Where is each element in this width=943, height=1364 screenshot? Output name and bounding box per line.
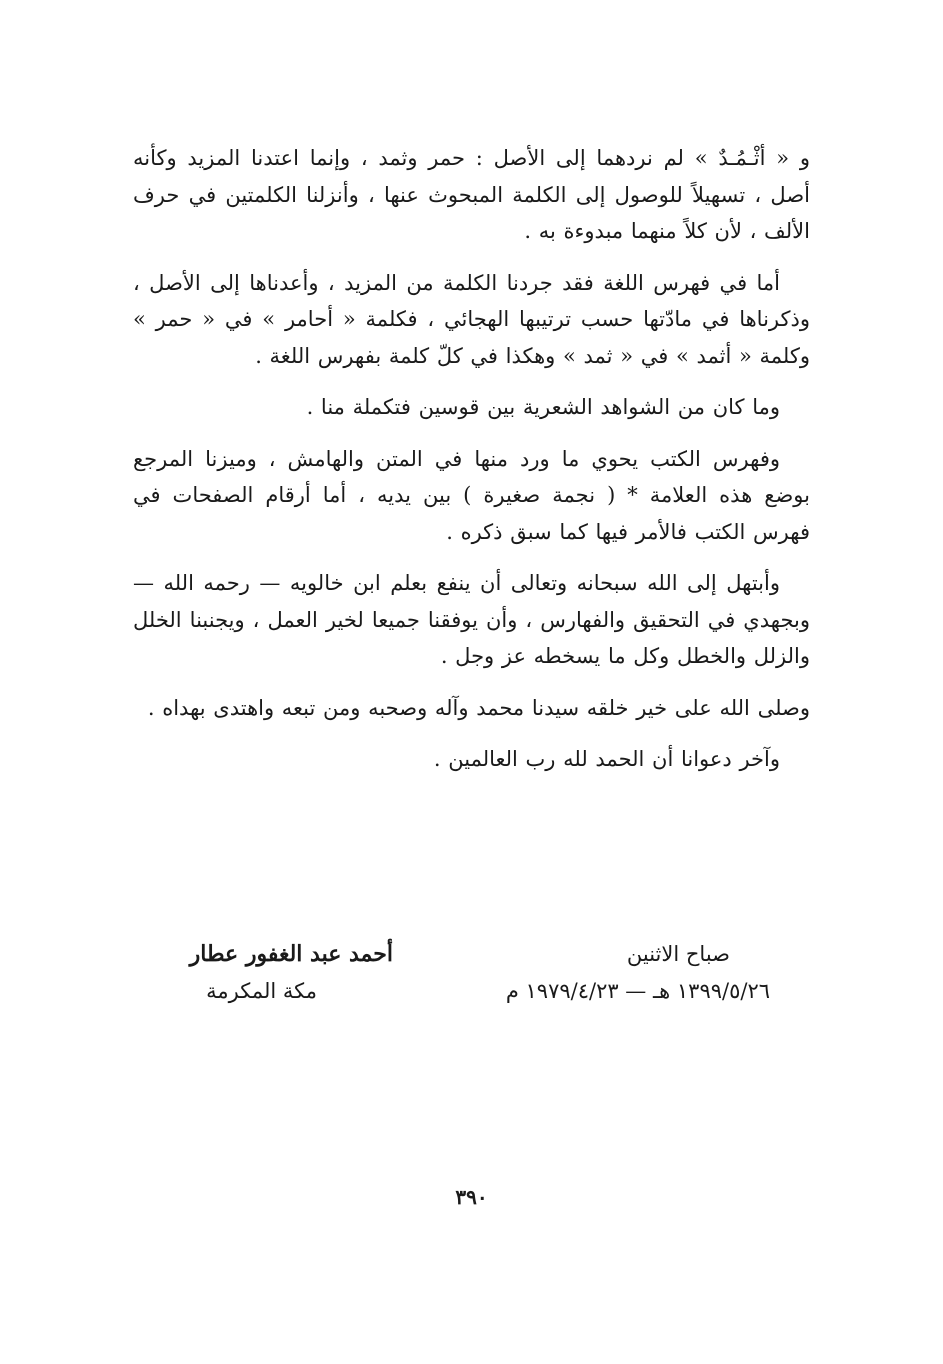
- paragraph: وما كان من الشواهد الشعرية بين قوسين فتكملة منا .: [306, 395, 780, 419]
- signature-day: صباح الاثنين: [626, 942, 730, 966]
- paragraph: أما في فهرس اللغة فقد جردنا الكلمة من المزيد ، وأعدناها إلى الأصل ، وذكرناها في مادّتها حسب ترتيبها الهجائي ، فكلمة « أحامر » في « حمر » وكلمة « أثمد » في « ثمد » وهكذا في كلّ كلمة بفهرس اللغة .: [133, 270, 810, 368]
- date-block: [410, 935, 770, 1009]
- paragraph: وصلى الله على خير خلقه سيدنا محمد وآله وصحبه ومن تبعه واهتدى بهداه .: [147, 695, 810, 720]
- paragraph: وأبتهل إلى الله سبحانه وتعالى أن ينفع بعلم ابن خالويه — رحمه الله — وبجهدي في التحقيق والفهارس ، وأن يوفقنا جميعا لخير العمل ، ويجنبنا الخلل والزلل والخطل وكل ما يسخطه عز وجل .: [133, 571, 810, 668]
- page-number: ٣٩٠: [455, 1185, 488, 1209]
- paragraph: و « أثْـمُـدٌ » لم نردهما إلى الأصل : حمر وثمد ، وإنما اعتدنا المزيد وكأنه أصل ، تسهيلاً للوصول إلى الكلمة المبحوث عنها ، وأنزلنا الكلمتين في حرف الألف ، لأن كلاً منهما مبدوءة به .: [133, 146, 810, 243]
- author-block: [133, 935, 393, 1009]
- body-text: [133, 140, 810, 793]
- paragraph: وآخر دعوانا أن الحمد لله رب العالمين .: [433, 747, 780, 771]
- author-place: مكة المكرمة: [206, 979, 317, 1003]
- paragraph: وفهرس الكتب يحوي ما ورد منها في المتن والهامش ، وميزنا المرجع بوضع هذه العلامة * ( نجمة صغيرة ) بين يديه ، أما أرقام الصفحات في فهرس الكتب فالأمر فيها كما سبق ذكره .: [133, 446, 810, 544]
- author-name: أحمد عبد الغفور عطار: [189, 941, 393, 967]
- signature-date: ١٣٩٩/٥/٢٦ هـ — ١٩٧٩/٤/٢٣ م: [505, 979, 770, 1003]
- signature-block: [133, 935, 810, 1025]
